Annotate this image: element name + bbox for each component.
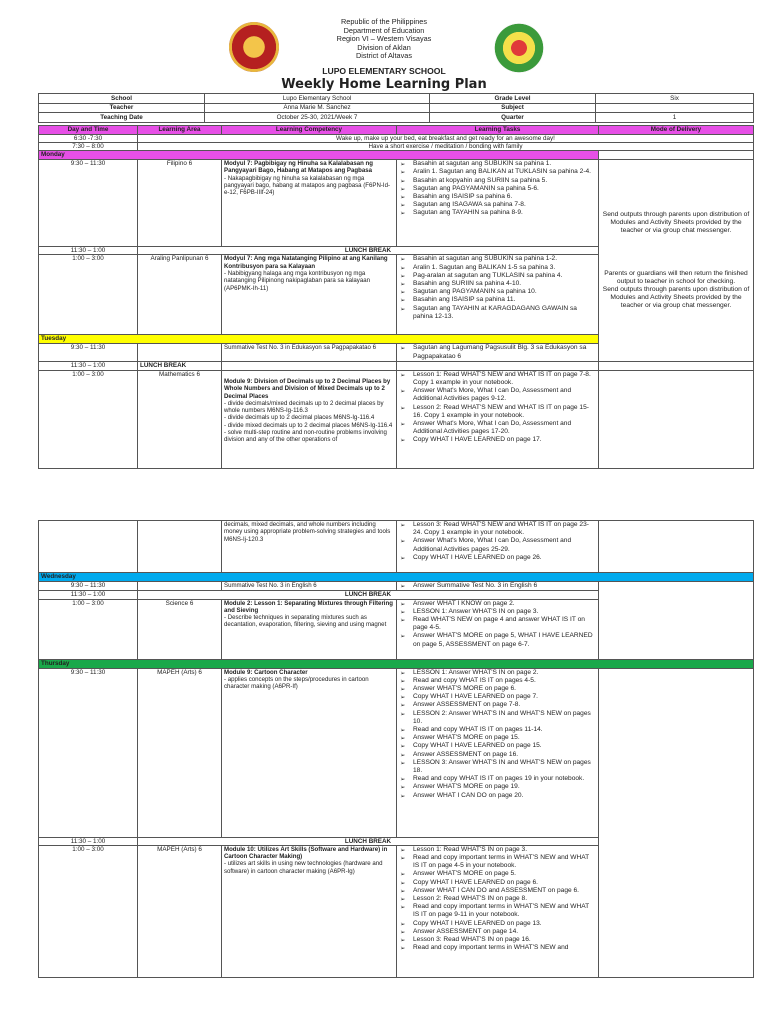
list-item: ➢ Answer What's More, What I can Do, Assessment and Additional Activities pages 9-12. bbox=[399, 387, 596, 403]
day-row-wednesday bbox=[39, 573, 754, 582]
area-cell bbox=[138, 582, 222, 591]
competency-cell: Summative Test No. 3 in English 6 bbox=[222, 582, 397, 591]
list-item: ➢ Copy WHAT I HAVE LEARNED on page 13. bbox=[399, 920, 596, 928]
subject-label: Subject bbox=[430, 103, 596, 113]
time-cell: 11:30 – 1:00 bbox=[39, 362, 138, 370]
teacher-value: Anna Marie M. Sanchez bbox=[205, 103, 430, 113]
col-mode: Mode of Delivery bbox=[599, 125, 754, 134]
plan-table bbox=[38, 125, 754, 469]
list-item: ➢ Lesson 1: Read WHAT'S IN on page 3. bbox=[399, 846, 596, 854]
list-item: ➢ Copy WHAT I HAVE LEARNED on page 17. bbox=[399, 436, 596, 444]
header-line: Republic of the Philippines bbox=[341, 17, 427, 26]
competency-cell: decimals, mixed decimals, and whole numbers including money using appropriate problem-solving strategies and tools M6NS-Ij-120.3 bbox=[222, 521, 397, 573]
school-name: LUPO ELEMENTARY SCHOOL bbox=[322, 66, 446, 76]
competency-cell bbox=[222, 370, 397, 468]
quarter-value: 1 bbox=[596, 113, 754, 123]
time-cell: 9:30 – 11:30 bbox=[39, 668, 138, 837]
list-item: ➢ Answer ASSESSMENT on page 16. bbox=[399, 751, 596, 759]
day-label: Wednesday bbox=[39, 573, 754, 582]
area-cell: Science 6 bbox=[138, 599, 222, 659]
list-item: ➢ Basahin at kopyahin ang SURIIN sa pahina 5. bbox=[399, 177, 596, 185]
task-list bbox=[399, 160, 596, 217]
competency-cell bbox=[222, 255, 397, 335]
competency-cell bbox=[222, 599, 397, 659]
list-item: ➢ Answer What's More, What I can Do, Assessment and Additional Activities pages 25-29. bbox=[399, 537, 596, 553]
table-row bbox=[39, 668, 754, 837]
task-list bbox=[399, 521, 596, 562]
task-list bbox=[399, 669, 596, 800]
competency-cell: Summative Test No. 3 in Edukasyon sa Pagpapakatao 6 bbox=[222, 344, 397, 362]
task-list bbox=[399, 255, 596, 321]
table-row bbox=[39, 160, 754, 247]
list-item: ➢ Read and copy WHAT IS IT on pages 19 in your notebook. bbox=[399, 775, 596, 783]
area-cell: MAPEH (Arts) 6 bbox=[138, 845, 222, 977]
day-label: Monday bbox=[39, 151, 599, 160]
area-cell bbox=[138, 344, 222, 362]
school-label: School bbox=[39, 94, 205, 104]
list-item: ➢ Lesson 1: Read WHAT'S NEW and WHAT IS IT on page 7-8. Copy 1 example in your notebook. bbox=[399, 371, 596, 387]
routine-time: 6:30 -7:30 bbox=[39, 134, 138, 142]
list-item: ➢ Sagutan ang ISAGAWA sa pahina 7-8. bbox=[399, 201, 596, 209]
day-label: Tuesday bbox=[39, 335, 599, 344]
empty-cell bbox=[599, 668, 754, 977]
col-tasks: Learning Tasks bbox=[397, 125, 599, 134]
plan-table-continued bbox=[38, 520, 754, 978]
time-cell: 11:30 – 1:00 bbox=[39, 837, 138, 845]
col-learning-area: Learning Area bbox=[138, 125, 222, 134]
routine-time: 7:30 – 8:00 bbox=[39, 142, 138, 150]
lunch-label: LUNCH BREAK bbox=[138, 591, 599, 599]
mode-of-delivery-cell bbox=[599, 160, 754, 362]
list-item: ➢ Basahin ang ISAISIP sa pahina 11. bbox=[399, 296, 596, 304]
grade-label: Grade Level bbox=[430, 94, 596, 104]
time-cell bbox=[39, 521, 138, 573]
empty-cell bbox=[222, 362, 397, 370]
list-item: ➢ Basahin at sagutan ang SUBUKIN sa pahina 1-2. bbox=[399, 255, 596, 263]
info-table bbox=[38, 93, 754, 123]
mode-text: Send outputs through parents upon distribution of Modules and Activity Sheets provided by the teacher or via group chat messenger. bbox=[602, 285, 750, 310]
school-value: Lupo Elementary School bbox=[205, 94, 430, 104]
list-item: ➢ Read and copy important terms in WHAT'S NEW and WHAT IS IT on page 4-5 in your notebook. bbox=[399, 854, 596, 870]
list-item: ➢ Answer ASSESSMENT on page 14. bbox=[399, 928, 596, 936]
competency-body: - applies concepts on the steps/procedures in cartoon character making (A6PR-If) bbox=[224, 675, 369, 691]
routine-text: Have a short exercise / meditation / bonding with family bbox=[138, 142, 754, 150]
competency-cell bbox=[222, 668, 397, 837]
list-item: ➢ Lesson 3: Read WHAT'S NEW and WHAT IS IT on page 23-24. Copy 1 example in your notebook. bbox=[399, 521, 596, 537]
empty-cell bbox=[599, 370, 754, 468]
table-row bbox=[39, 521, 754, 573]
tasks-cell bbox=[397, 582, 599, 591]
competency-body: - Nabibigyang halaga ang mga kontribusyon ng mga natatanging Pilipinong nakipaglaban para sa kalayaan (AP6PMK-Ih-11) bbox=[224, 269, 371, 292]
list-item: ➢ Sagutan ang PAGYAMANIN sa pahina 5-6. bbox=[399, 185, 596, 193]
task-list bbox=[399, 344, 596, 360]
list-item: ➢ Answer WHAT'S MORE on page 6. bbox=[399, 685, 596, 693]
day-label: Thursday bbox=[39, 659, 754, 668]
tasks-cell bbox=[397, 521, 599, 573]
tasks-cell bbox=[397, 845, 599, 977]
lunch-row bbox=[39, 362, 754, 370]
tasks-cell bbox=[397, 255, 599, 335]
teacher-label: Teacher bbox=[39, 103, 205, 113]
list-item: ➢ Sagutan ang Lagumang Pagsusulit Blg. 3 sa Edukasyon sa Pagpapakatao 6 bbox=[399, 344, 596, 360]
header-line: District of Altavas bbox=[356, 51, 412, 61]
header-line: Department of Education bbox=[343, 25, 425, 35]
list-item: ➢ Basahin ang ISAISIP sa pahina 6. bbox=[399, 193, 596, 201]
table-row bbox=[39, 370, 754, 468]
list-item: ➢ Read and copy important terms in WHAT'S NEW and bbox=[399, 944, 596, 952]
lunch-label: LUNCH BREAK bbox=[138, 362, 222, 370]
time-cell: 9:30 – 11:30 bbox=[39, 160, 138, 247]
table-row bbox=[39, 582, 754, 591]
list-item: ➢ Copy WHAT I HAVE LEARNED on page 15. bbox=[399, 742, 596, 750]
area-cell: Mathematics 6 bbox=[138, 370, 222, 468]
competency-title: Module 9: Division of Decimals up to 2 Decimal Places by Whole Numbers and Division of Mixed Decimals up to 2 Decimal Places bbox=[224, 377, 391, 400]
tasks-cell bbox=[397, 370, 599, 468]
list-item: ➢ Answer WHAT'S MORE on page 19. bbox=[399, 783, 596, 791]
list-item: ➢ Answer Summative Test No. 3 in English 6 bbox=[399, 582, 596, 590]
list-item: ➢ Sagutan ang TAYAHIN at KARAGDAGANG GAWAIN sa pahina 12-13. bbox=[399, 305, 596, 321]
list-item: ➢ Read and copy important terms in WHAT'S NEW and WHAT IS IT on page 9-11 in your notebook. bbox=[399, 903, 596, 919]
list-item: ➢ Answer WHAT I CAN DO and ASSESSMENT on page 6. bbox=[399, 887, 596, 895]
time-cell: 1:00 – 3:00 bbox=[39, 255, 138, 335]
date-value: October 25-30, 2021/Week 7 bbox=[205, 113, 430, 123]
empty-cell bbox=[599, 521, 754, 573]
list-item: ➢ Read and copy WHAT IS IT on pages 4-5. bbox=[399, 677, 596, 685]
routine-text: Wake up, make up your bed, eat breakfast and get ready for an awesome day! bbox=[138, 134, 754, 142]
plan-page-1 bbox=[38, 93, 753, 469]
header-lines bbox=[0, 18, 768, 61]
routine-row bbox=[39, 134, 754, 142]
list-item: ➢ Answer WHAT'S MORE on page 5. bbox=[399, 870, 596, 878]
document-header bbox=[0, 0, 768, 92]
empty-cell bbox=[599, 362, 754, 370]
competency-title: Module 2: Lesson 1: Separating Mixtures through Filtering and Sieving bbox=[224, 599, 393, 614]
competency-title: Modyul 7: Ang mga Natatanging Pilipino at ang Kanilang Kontribusyon para sa Kalayaan bbox=[224, 255, 388, 270]
list-item: ➢ Lesson 3: Read WHAT'S IN on page 16. bbox=[399, 936, 596, 944]
column-header-row bbox=[39, 125, 754, 134]
empty-cell bbox=[397, 362, 599, 370]
list-item: ➢ LESSON 3: Answer WHAT'S IN and WHAT'S NEW on pages 18. bbox=[399, 759, 596, 775]
list-item: ➢ Copy WHAT I HAVE LEARNED on page 7. bbox=[399, 693, 596, 701]
list-item: ➢ Sagutan ang PAGYAMANIN sa pahina 10. bbox=[399, 288, 596, 296]
competency-title: Module 10: Utilizes Art Skills (Software and Hardware) in Cartoon Character Making) bbox=[224, 845, 388, 861]
empty-cell bbox=[599, 582, 754, 660]
tasks-cell bbox=[397, 668, 599, 837]
list-item: ➢ Answer WHAT I KNOW on page 2. bbox=[399, 600, 596, 608]
list-item: ➢ LESSON 1: Answer WHAT'S IN on page 3. bbox=[399, 608, 596, 616]
list-item: ➢ LESSON 1: Answer WHAT'S IN on page 2. bbox=[399, 669, 596, 677]
list-item: ➢ Basahin ang SURIIN sa pahina 4-10. bbox=[399, 280, 596, 288]
mode-cell-top bbox=[599, 151, 754, 160]
page-title: Weekly Home Learning Plan bbox=[281, 77, 487, 92]
area-cell: MAPEH (Arts) 6 bbox=[138, 668, 222, 837]
competency-cell bbox=[222, 160, 397, 247]
competency-body: - utilizes art skills in using new technologies (hardware and software) in cartoon character making (A6PR-Ig) bbox=[224, 860, 383, 875]
tasks-cell bbox=[397, 599, 599, 659]
competency-body: - Nakapagbibigay ng hinuha sa kalalabasan ng mga pangyayari bago, habang at matapos ang pagbasa (F6PN-Id-e-12, F6PB-IIIf-24) bbox=[224, 174, 390, 197]
quarter-label: Quarter bbox=[430, 113, 596, 123]
header-line: Division of Aklan bbox=[357, 42, 411, 52]
competency-title: Module 9: Cartoon Character bbox=[224, 668, 308, 676]
list-item: ➢ Lesson 2: Read WHAT'S NEW and WHAT IS IT on page 15-16. Copy 1 example in your notebook. bbox=[399, 404, 596, 420]
list-item: ➢ Answer WHAT I CAN DO on page 20. bbox=[399, 792, 596, 800]
time-cell: 11:30 – 1:00 bbox=[39, 591, 138, 599]
list-item: ➢ Lesson 2: Read WHAT'S IN on page 8. bbox=[399, 895, 596, 903]
list-item: ➢ Basahin at sagutan ang SUBUKIN sa pahina 1. bbox=[399, 160, 596, 168]
time-cell: 1:00 – 3:00 bbox=[39, 370, 138, 468]
area-cell: Filipino 6 bbox=[138, 160, 222, 247]
competency-cell bbox=[222, 845, 397, 977]
day-row-monday bbox=[39, 151, 754, 160]
lunch-label: LUNCH BREAK bbox=[138, 837, 599, 845]
list-item: ➢ Copy WHAT I HAVE LEARNED on page 26. bbox=[399, 554, 596, 562]
subject-value bbox=[596, 103, 754, 113]
tasks-cell bbox=[397, 344, 599, 362]
mode-text: Send outputs through parents upon distribution of Modules and Activity Sheets provided by the teacher or via group chat messenger. bbox=[602, 210, 750, 235]
list-item: ➢ Answer WHAT'S MORE on page 5, WHAT I HAVE LEARNED on page 5, ASSESSMENT on page 6-7. bbox=[399, 632, 596, 648]
time-cell: 9:30 – 11:30 bbox=[39, 582, 138, 591]
area-cell: Araling Panlipunan 6 bbox=[138, 255, 222, 335]
competency-title: Modyul 7: Pagbibigay ng Hinuha sa Kalalabasan ng Pangyayari Bago, Habang at Matapos ang Pagbasa bbox=[224, 160, 373, 175]
lunch-label: LUNCH BREAK bbox=[138, 247, 599, 255]
time-cell: 9:30 – 11:30 bbox=[39, 344, 138, 362]
plan-page-2 bbox=[38, 520, 753, 978]
time-cell: 1:00 – 3:00 bbox=[39, 599, 138, 659]
list-item: ➢ Answer WHAT'S MORE on page 15. bbox=[399, 734, 596, 742]
tasks-cell bbox=[397, 160, 599, 247]
header-line: Region VI – Western Visayas bbox=[336, 34, 432, 44]
grade-value: Six bbox=[596, 94, 754, 104]
day-row-thursday bbox=[39, 659, 754, 668]
list-item: ➢ Read WHAT'S NEW on page 4 and answer WHAT IS IT on page 4-5. bbox=[399, 616, 596, 632]
task-list bbox=[399, 846, 596, 953]
list-item: ➢ Answer What's More, What I can Do, Assessment and Additional Activities pages 17-20. bbox=[399, 420, 596, 436]
time-cell: 11:30 – 1:00 bbox=[39, 247, 138, 255]
list-item: ➢ Answer ASSESSMENT on page 7-8. bbox=[399, 701, 596, 709]
time-cell: 1:00 – 3:00 bbox=[39, 845, 138, 977]
col-day-time: Day and Time bbox=[39, 125, 138, 134]
competency-body: - divide decimals/mixed decimals up to 2 decimal places by whole numbers M6NS-Ig-116.3 - divide decimals up to 2 decimal places M6NS-Ig-116.4 - divide mixed decimals up to 2 decimal places M6NS-Ig-116.4 - solve multi-step routine and non-routine problems involving division and any of the other operations of bbox=[224, 399, 393, 444]
list-item: ➢ Read and copy WHAT IS IT on pages 11-14. bbox=[399, 726, 596, 734]
list-item: ➢ LESSON 2: Answer WHAT'S IN and WHAT'S NEW on pages 10. bbox=[399, 710, 596, 726]
col-competency: Learning Competency bbox=[222, 125, 397, 134]
date-label: Teaching Date bbox=[39, 113, 205, 123]
list-item: ➢ Pag-aralan at sagutan ang TUKLASIN sa pahina 4. bbox=[399, 272, 596, 280]
mode-text: Parents or guardians will then return the finished output to teacher in school for checking. bbox=[604, 269, 748, 285]
routine-row bbox=[39, 142, 754, 150]
competency-body: - Describe techniques in separating mixtures such as decantation, evaporation, filtering, sieving and using magnet bbox=[224, 614, 387, 629]
list-item: ➢ Aralin 1. Sagutan ang BALIKAN 1-5 sa pahina 3. bbox=[399, 264, 596, 272]
list-item: ➢ Sagutan ang TAYAHIN sa pahina 8-9. bbox=[399, 209, 596, 217]
task-list bbox=[399, 582, 596, 590]
list-item: ➢ Aralin 1. Sagutan ang BALIKAN at TUKLASIN sa pahina 2-4. bbox=[399, 168, 596, 176]
list-item: ➢ Copy WHAT I HAVE LEARNED on page 6. bbox=[399, 879, 596, 887]
area-cell bbox=[138, 521, 222, 573]
task-list bbox=[399, 371, 596, 445]
task-list bbox=[399, 600, 596, 649]
